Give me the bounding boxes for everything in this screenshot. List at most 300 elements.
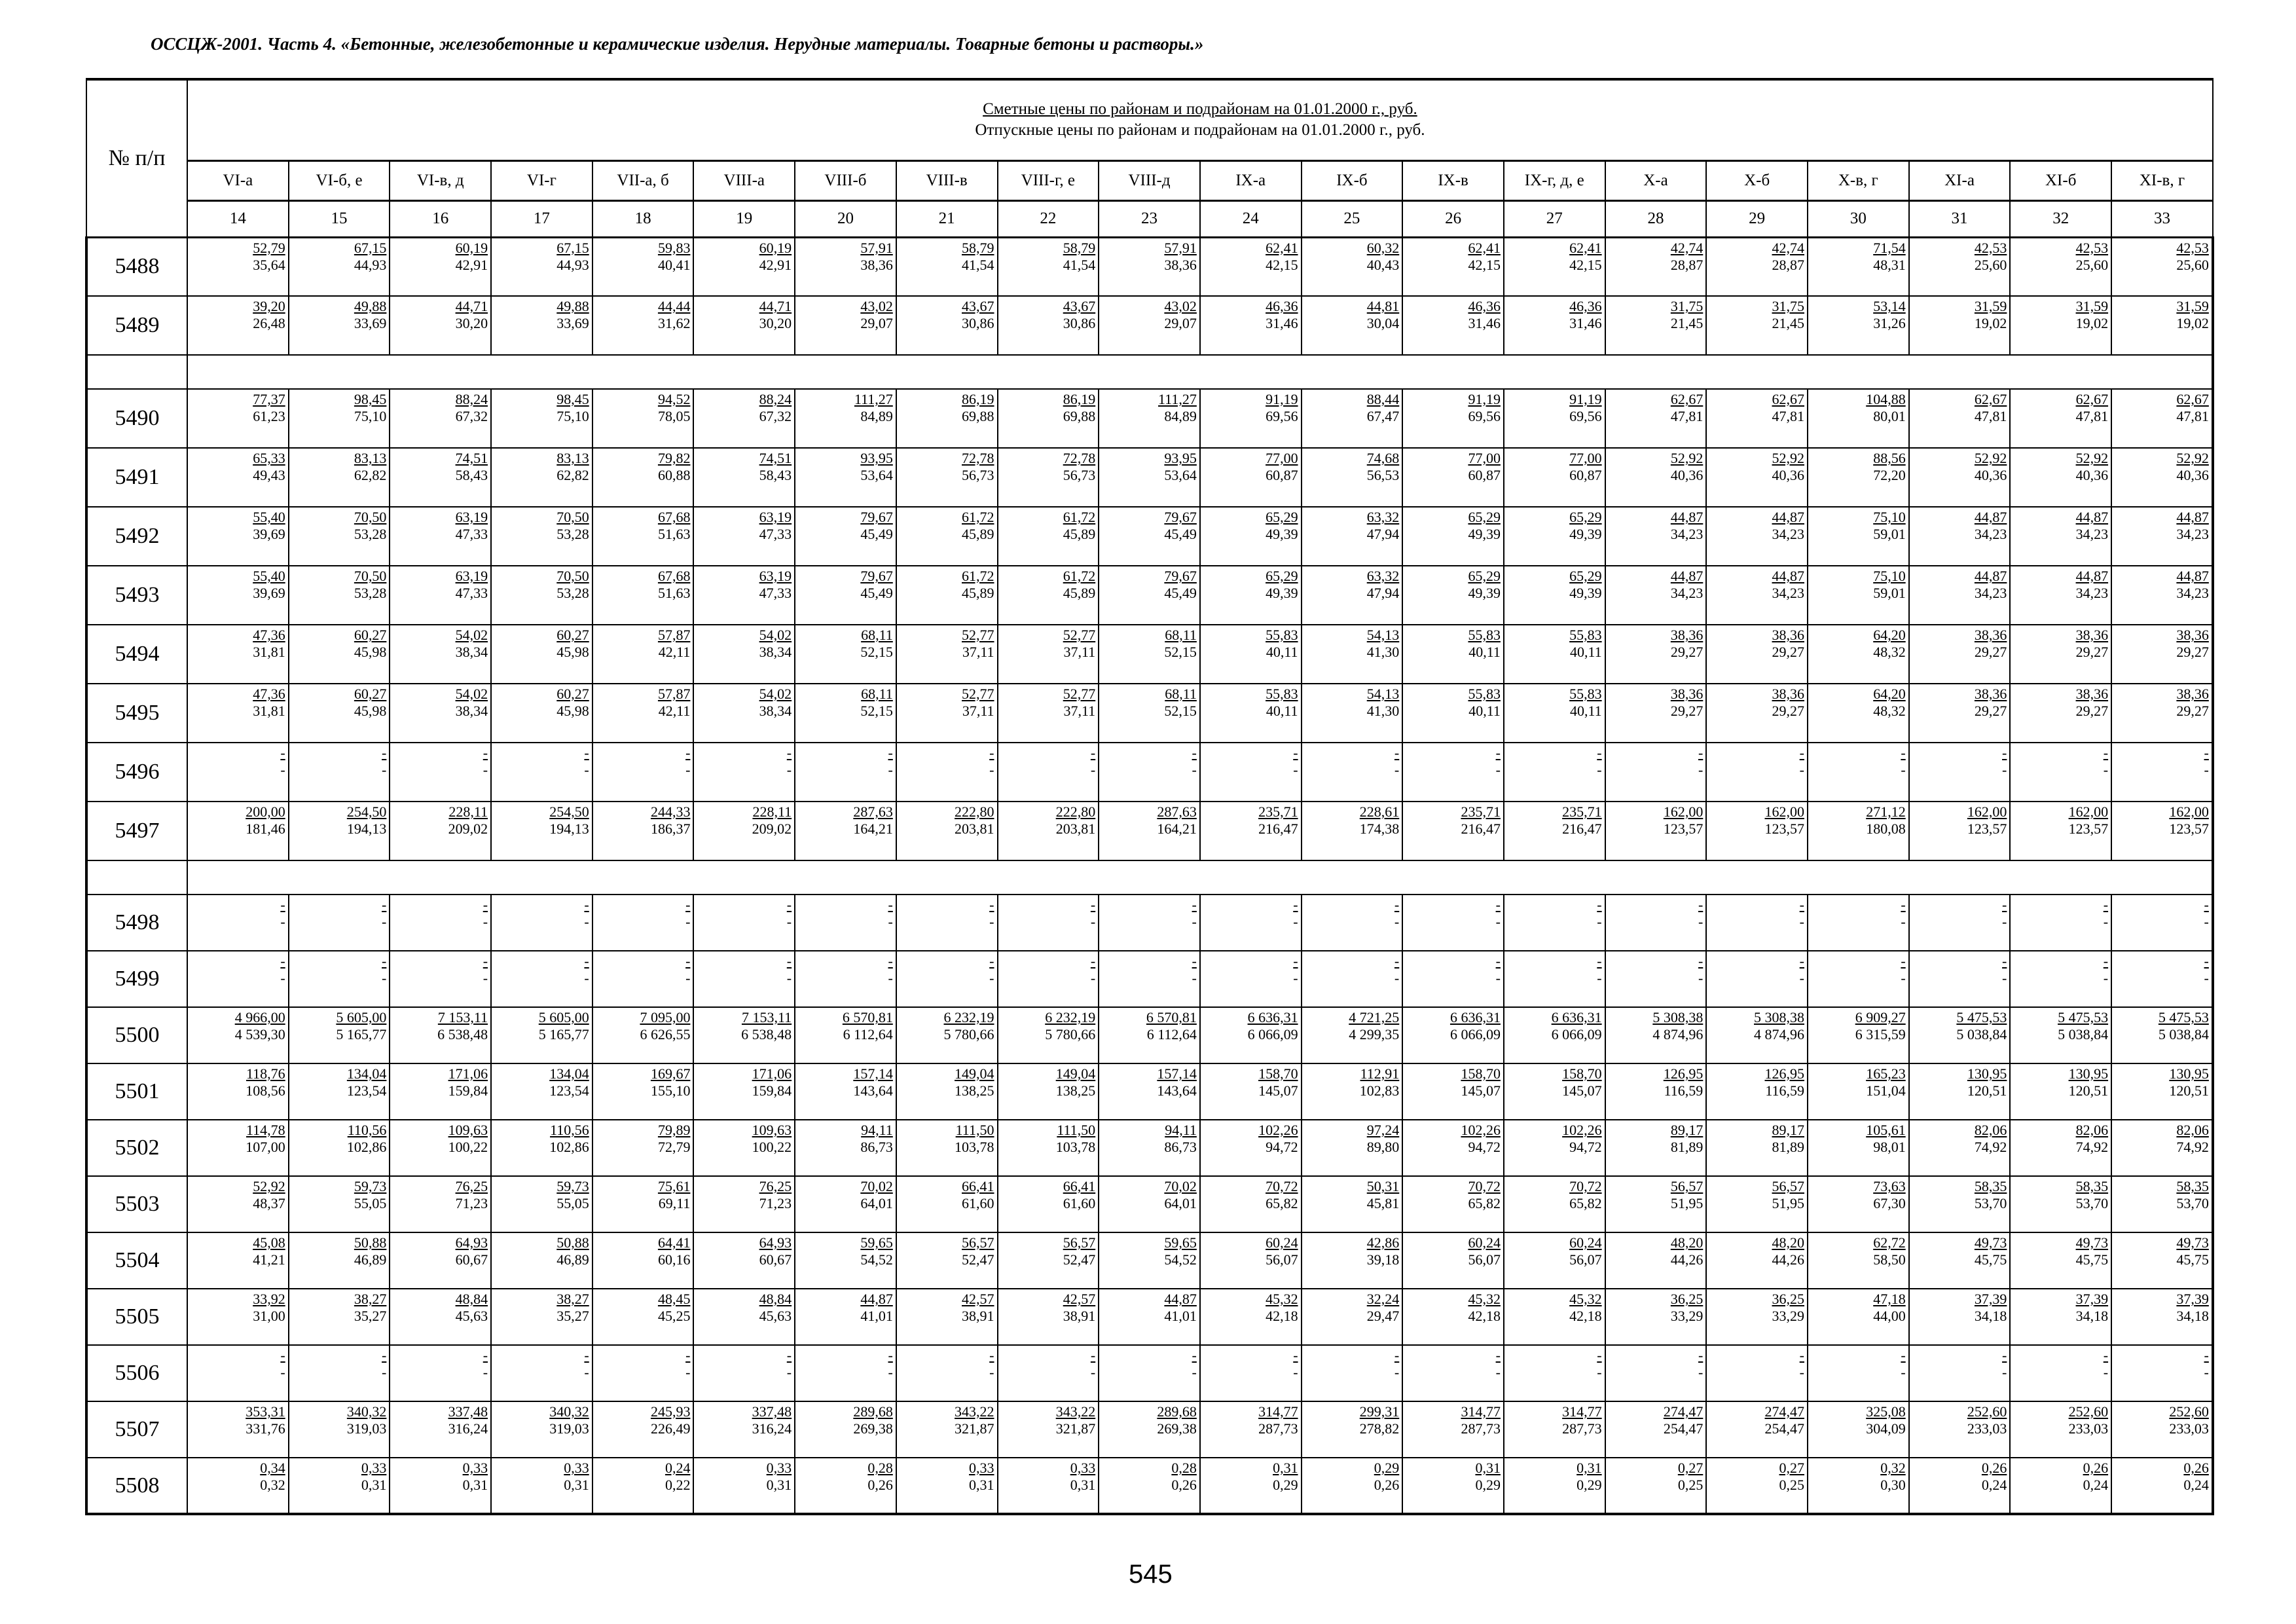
price-cell [289,1120,390,1176]
release-price: 41,30 [1366,703,1400,719]
price-cell [592,895,694,951]
price-cell [1706,296,1808,355]
release-price: 120,51 [1967,1082,2007,1099]
price-cell [289,802,390,860]
estimated-price: 38,27 [556,1291,589,1307]
estimated-price: 74,51 [759,450,792,466]
estimated-price: 126,95 [1663,1065,1704,1082]
release-price: 186,37 [650,821,691,837]
price-cell [896,951,998,1007]
estimated-price: - [280,745,285,761]
price-cell [1504,1289,1605,1345]
release-price: 42,15 [1468,256,1501,273]
estimated-price: - [1597,1347,1602,1363]
release-price: 34,18 [2176,1308,2209,1324]
release-price: 53,28 [556,585,589,601]
price-cell [1808,1176,1909,1232]
price-cell [390,1401,491,1458]
estimated-price: 54,13 [1366,686,1400,702]
estimated-price: 52,77 [962,627,994,643]
release-price: 319,03 [346,1420,387,1437]
price-cell [390,743,491,802]
estimated-price: 222,80 [1055,803,1096,820]
price-cell [289,1176,390,1232]
price-cell [1402,296,1504,355]
separator-cell [86,860,187,895]
estimated-price: 63,32 [1366,568,1400,584]
estimated-price: 45,32 [1569,1291,1602,1307]
price-cell [998,507,1099,566]
price-cell [998,566,1099,625]
estimated-price: 165,23 [1866,1065,1906,1082]
estimated-price: 0,33 [969,1460,994,1476]
release-price: 45,75 [1974,1251,2007,1268]
release-price: 45,98 [354,703,387,719]
price-cell [390,296,491,355]
release-price: 233,03 [1967,1420,2007,1437]
estimated-price: 77,00 [1266,450,1298,466]
release-price: 181,46 [246,821,285,837]
price-cell [592,1007,694,1063]
estimated-price: - [584,953,589,969]
price-cell [390,625,491,684]
estimated-price: 74,68 [1366,450,1400,466]
release-price: 29,27 [1772,644,1804,660]
release-price: 67,47 [1366,408,1400,424]
region-header: X-б [1706,160,1808,200]
estimated-price: 37,39 [2075,1291,2109,1307]
estimated-price: - [1495,896,1501,913]
price-cell [1200,1176,1302,1232]
release-price: 35,64 [253,256,285,273]
table-row [86,296,2213,355]
price-cell [1706,1120,1808,1176]
estimated-price: - [888,745,893,761]
price-cell [795,507,896,566]
estimated-price: 68,11 [1165,686,1197,702]
price-cell [187,951,289,1007]
estimated-price: - [1293,896,1298,913]
price-cell [187,1063,289,1120]
estimated-price: 222,80 [955,803,994,820]
estimated-price: 79,67 [1164,568,1197,584]
price-cell [1808,684,1909,743]
price-cell [1099,684,1200,743]
price-cell [1099,507,1200,566]
price-cell [795,802,896,860]
price-cell [1605,1401,1707,1458]
estimated-price: 66,41 [1063,1178,1096,1194]
column-number: 15 [289,200,390,237]
price-cell [1200,1345,1302,1401]
estimated-price: - [2002,745,2007,761]
price-cell [1099,389,1200,448]
table-row [86,507,2213,566]
price-cell [1099,1063,1200,1120]
release-price: 86,73 [1164,1139,1197,1155]
price-cell [896,1063,998,1120]
estimated-price: 62,67 [2176,391,2209,407]
estimated-price: 91,19 [1266,391,1298,407]
price-cell [2010,1345,2111,1401]
estimated-price: 52,92 [2075,450,2109,466]
price-cell [592,296,694,355]
estimated-price: - [786,1347,792,1363]
release-price: 44,93 [354,256,387,273]
price-cell [1200,1007,1302,1063]
release-price: 107,00 [246,1139,285,1155]
row-number: 5493 [86,566,187,625]
estimated-price: 252,60 [2169,1403,2209,1420]
release-price: 47,33 [455,585,488,601]
estimated-price: 42,53 [2075,239,2109,256]
release-price: - [1495,913,1501,930]
price-cell [592,566,694,625]
price-cell [2111,237,2213,296]
price-cell [187,296,289,355]
estimated-price: 94,11 [861,1122,893,1138]
release-price: 0,24 [2083,1477,2109,1493]
estimated-price: 38,36 [2075,627,2109,643]
release-price: 5 780,66 [943,1026,994,1043]
price-cell [1504,1176,1605,1232]
release-price: 41,54 [1063,256,1096,273]
release-price: 331,76 [246,1420,285,1437]
estimated-price: 31,59 [2075,298,2109,314]
release-price: 216,47 [1461,821,1501,837]
table-row [86,895,2213,951]
price-cell [2010,448,2111,507]
estimated-price: - [989,745,994,761]
estimated-price: - [1394,1347,1400,1363]
estimated-price: - [1192,745,1197,761]
row-number: 5498 [86,895,187,951]
estimated-price: 65,29 [1266,568,1298,584]
release-price: 216,47 [1562,821,1602,837]
price-cell [998,1063,1099,1120]
price-cell [187,743,289,802]
estimated-price: 31,75 [1670,298,1704,314]
estimated-price: - [1698,953,1704,969]
price-cell [592,743,694,802]
price-cell [1605,743,1707,802]
release-price: 21,45 [1772,315,1804,331]
row-number-header: № п/п [86,79,187,237]
price-cell [592,1401,694,1458]
price-cell [1302,1232,1403,1289]
estimated-price: 50,88 [354,1234,387,1251]
release-price: 29,27 [1670,644,1704,660]
estimated-price: 60,27 [556,686,589,702]
release-price: 52,47 [1063,1251,1096,1268]
price-cell [1200,296,1302,355]
release-price: 34,23 [2176,526,2209,542]
price-cell [289,566,390,625]
release-price: 45,25 [657,1308,691,1324]
estimated-price: - [280,953,285,969]
estimated-price: 65,29 [1569,568,1602,584]
release-price: 65,82 [1569,1195,1602,1211]
release-price: - [2103,913,2109,930]
release-price: - [280,762,285,778]
release-price: 52,15 [1164,703,1197,719]
price-cell [1909,1458,2011,1514]
release-price: 37,11 [962,703,994,719]
release-price: 47,33 [455,526,488,542]
estimated-price: 62,67 [2075,391,2109,407]
release-price: 30,20 [455,315,488,331]
estimated-price: 0,31 [1576,1460,1602,1476]
release-price: 26,48 [253,315,285,331]
estimated-price: 47,18 [1873,1291,1906,1307]
estimated-price: 36,25 [1670,1291,1704,1307]
release-price: 75,10 [556,408,589,424]
estimated-price: 82,06 [1974,1122,2007,1138]
estimated-price: - [1394,953,1400,969]
price-cell [1706,1458,1808,1514]
release-price: 65,82 [1468,1195,1501,1211]
release-price: 46,89 [556,1251,589,1268]
estimated-price: 60,27 [556,627,589,643]
release-price: 0,29 [1475,1477,1501,1493]
estimated-price: 88,56 [1873,450,1906,466]
release-price: 0,31 [1070,1477,1096,1493]
estimated-price: 102,26 [1258,1122,1298,1138]
release-price: 51,63 [657,585,691,601]
release-price: 53,28 [354,526,387,542]
estimated-price: 98,45 [556,391,589,407]
estimated-price: - [888,896,893,913]
price-cell [2111,1458,2213,1514]
price-cell [2111,507,2213,566]
price-cell [289,389,390,448]
estimated-price: 109,63 [448,1122,488,1138]
price-cell [289,507,390,566]
release-price: 145,07 [1258,1082,1298,1099]
estimated-price: 56,57 [1063,1234,1096,1251]
estimated-price: 75,10 [1873,509,1906,525]
price-cell [1302,1401,1403,1458]
release-price: - [1192,1364,1197,1380]
estimated-price: 44,87 [1164,1291,1197,1307]
release-price: - [280,913,285,930]
release-price: 5 780,66 [1045,1026,1096,1043]
estimated-price: 228,11 [752,803,792,820]
estimated-price: 0,33 [766,1460,792,1476]
price-cell [592,1120,694,1176]
estimated-price: 44,87 [1670,568,1704,584]
estimated-price: 79,67 [860,568,893,584]
price-cell [187,895,289,951]
price-cell [998,743,1099,802]
release-price: 48,32 [1873,644,1906,660]
estimated-price: 79,67 [1164,509,1197,525]
estimated-price: 235,71 [1258,803,1298,820]
estimated-price: 42,57 [962,1291,994,1307]
price-cell [1909,1063,2011,1120]
release-price: - [685,913,691,930]
estimated-price: - [1293,1347,1298,1363]
price-cell [1504,1007,1605,1063]
price-cell [998,895,1099,951]
release-price: 33,69 [354,315,387,331]
release-price: 0,25 [1677,1477,1704,1493]
estimated-price: 63,19 [759,568,792,584]
price-cell [187,1176,289,1232]
estimated-price: 162,00 [2169,803,2209,820]
price-cell [592,1345,694,1401]
estimated-price: 44,87 [1974,568,2007,584]
release-price: 56,07 [1266,1251,1298,1268]
estimated-price: 0,26 [2183,1460,2209,1476]
estimated-price: 79,67 [860,509,893,525]
separator-cell [86,355,187,389]
price-cell [1402,1458,1504,1514]
price-cell [289,1458,390,1514]
estimated-price: 43,02 [860,298,893,314]
estimated-price: 72,78 [962,450,994,466]
release-price: - [1293,970,1298,986]
release-price: 19,02 [1974,315,2007,331]
estimated-price: 325,08 [1866,1403,1906,1420]
release-price: - [584,762,589,778]
price-cell [1302,296,1403,355]
estimated-price: 44,87 [2075,568,2109,584]
estimated-price: 62,72 [1873,1234,1906,1251]
release-price: 45,89 [1063,526,1096,542]
estimated-price: 149,04 [1055,1065,1096,1082]
release-price: 103,78 [1055,1139,1096,1155]
release-price: 102,86 [346,1139,387,1155]
release-price: 30,86 [962,315,994,331]
price-cell [998,237,1099,296]
price-cell [187,389,289,448]
price-cell [1808,1120,1909,1176]
release-price: 72,20 [1873,467,1906,483]
price-cell [795,1289,896,1345]
estimated-price: - [382,896,387,913]
row-number: 5490 [86,389,187,448]
release-price: 45,98 [556,703,589,719]
estimated-price: 157,14 [853,1065,893,1082]
price-cell [390,1007,491,1063]
estimated-price: 228,11 [448,803,488,820]
release-price: 40,11 [1569,703,1602,719]
region-header: IX-а [1200,160,1302,200]
release-price: - [483,762,488,778]
estimated-price: - [1901,953,1906,969]
estimated-price: - [2204,745,2209,761]
release-price: 34,18 [1974,1308,2007,1324]
price-cell [491,566,592,625]
release-price: 69,88 [962,408,994,424]
price-cell [1402,1345,1504,1401]
estimated-price: 68,11 [1165,627,1197,643]
price-cell [289,743,390,802]
release-price: - [989,1364,994,1380]
release-price: - [685,970,691,986]
release-price: 151,04 [1866,1082,1906,1099]
release-price: 269,38 [1157,1420,1197,1437]
release-price: - [584,970,589,986]
price-cell [2010,296,2111,355]
region-header: VIII-б [795,160,896,200]
column-number: 22 [998,200,1099,237]
release-price: 254,47 [1764,1420,1804,1437]
estimated-price: - [989,953,994,969]
price-cell [795,296,896,355]
release-price: 45,63 [759,1308,792,1324]
release-price: - [1799,913,1804,930]
price-cell [1302,895,1403,951]
estimated-price: 59,73 [556,1178,589,1194]
price-cell [795,1063,896,1120]
estimated-price: 70,50 [556,509,589,525]
price-cell [896,1176,998,1232]
price-cell [289,296,390,355]
estimated-price: - [1293,953,1298,969]
release-price: 54,52 [1164,1251,1197,1268]
price-cell [1402,507,1504,566]
estimated-price: 110,56 [347,1122,387,1138]
estimated-price: - [1799,745,1804,761]
price-cell [896,448,998,507]
release-price: 33,29 [1670,1308,1704,1324]
release-price: - [989,970,994,986]
estimated-price: - [1090,1347,1096,1363]
price-cell [1706,802,1808,860]
release-price: 40,11 [1266,644,1298,660]
estimated-price: 37,39 [2176,1291,2209,1307]
estimated-price: 70,50 [556,568,589,584]
estimated-price: 55,83 [1266,627,1298,643]
release-price: 123,54 [346,1082,387,1099]
estimated-price: 0,33 [1070,1460,1096,1476]
release-price: 71,23 [455,1195,488,1211]
price-cell [1200,389,1302,448]
price-cell [1909,389,2011,448]
release-price: 72,79 [657,1139,691,1155]
estimated-price: 55,83 [1266,686,1298,702]
price-cell [2010,389,2111,448]
estimated-price: 48,20 [1772,1234,1804,1251]
estimated-price: 89,17 [1670,1122,1704,1138]
price-cell [896,1120,998,1176]
price-cell [187,448,289,507]
price-cell [693,1176,795,1232]
estimated-price: 62,41 [1266,239,1298,256]
price-cell [1302,1007,1403,1063]
estimated-price: 45,32 [1468,1291,1501,1307]
estimated-price: 109,63 [752,1122,792,1138]
release-price: 45,49 [1164,585,1197,601]
price-cell [1200,1289,1302,1345]
estimated-price: 0,26 [1981,1460,2007,1476]
price-cell [795,951,896,1007]
estimated-price: - [1394,745,1400,761]
price-cell [1504,802,1605,860]
price-cell [1605,296,1707,355]
estimated-price: 0,24 [665,1460,691,1476]
release-price: 209,02 [448,821,488,837]
estimated-price: 45,08 [253,1234,285,1251]
price-cell [1706,566,1808,625]
price-cell [1302,951,1403,1007]
estimated-price: 158,70 [1461,1065,1501,1082]
estimated-price: 43,67 [1063,298,1096,314]
row-number: 5492 [86,507,187,566]
estimated-price: - [1799,953,1804,969]
